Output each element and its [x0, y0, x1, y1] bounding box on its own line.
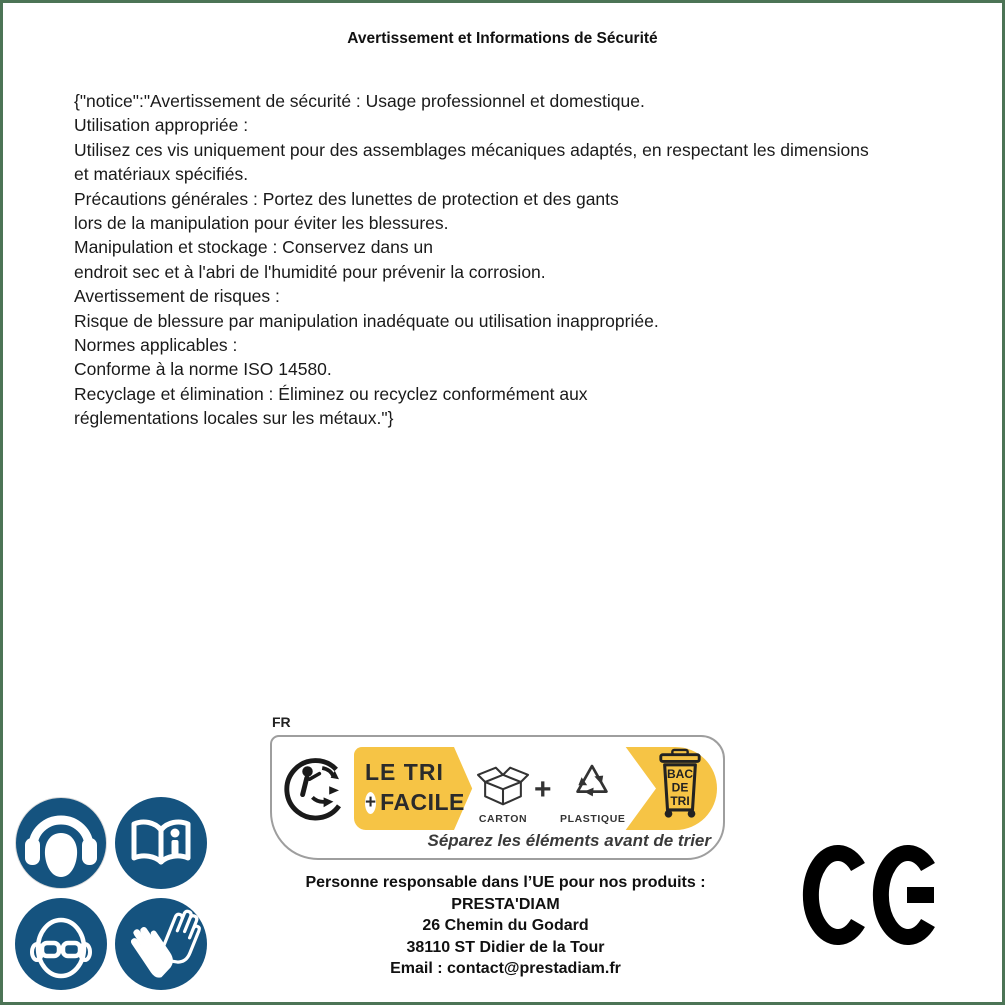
bin-label-line: BAC — [667, 767, 693, 782]
notice-line: Manipulation et stockage : Conservez dans un — [74, 237, 433, 258]
notice-line: réglementations locales sur les métaux."} — [74, 408, 394, 429]
info-tri-recycling-label — [270, 735, 725, 860]
materials-plus-sign: + — [534, 773, 552, 806]
responsible-address-line: 26 Chemin du Godard — [422, 917, 589, 934]
tri-footer-text: Séparez les éléments avant de trier — [427, 831, 711, 850]
notice-line: Avertissement de risques : — [74, 286, 280, 307]
notice-line: Risque de blessure par manipulation inadéquate ou utilisation inappropriée. — [74, 310, 659, 331]
notice-line: et matériaux spécifiés. — [74, 164, 249, 185]
notice-line: Conforme à la norme ISO 14580. — [74, 359, 332, 380]
notice-line: endroit sec et à l'abri de l'humidité pour prévenir la corrosion. — [74, 261, 546, 282]
recycle-triangle-icon — [568, 757, 616, 807]
tri-headline-line1: LE TRI — [365, 759, 444, 785]
tri-headline — [365, 759, 465, 816]
country-code-label: FR — [272, 714, 291, 730]
responsible-company: PRESTA'DIAM — [451, 895, 560, 913]
bin-label-line: TRI — [670, 794, 690, 809]
notice-line: lors de la manipulation pour éviter les blessures. — [74, 213, 449, 234]
bin-label-line: DE — [671, 780, 689, 795]
sorting-bin-icon — [656, 748, 704, 820]
notice-line: Utilisez ces vis uniquement pour des assemblages mécaniques adaptés, en respectant les dimensions — [74, 139, 869, 160]
responsible-address-line: 38110 ST Didier de la Tour — [406, 938, 605, 956]
triman-logo-icon — [283, 749, 353, 829]
responsible-email: Email : contact@prestadiam.fr — [390, 960, 621, 977]
notice-line: Précautions générales : Portez des lunettes de protection et des gants — [74, 188, 619, 209]
ce-marking-icon — [801, 845, 943, 945]
safety-notice-text — [74, 89, 989, 431]
material-plastique — [560, 757, 624, 825]
material-plastique-label: PLASTIQUE — [560, 813, 626, 825]
notice-line: Recyclage et élimination : Éliminez ou recyclez conformément aux — [74, 383, 588, 404]
notice-line: Normes applicables : — [74, 335, 238, 356]
notice-line: {"notice":"Avertissement de sécurité : Usage professionnel et domestique. — [74, 91, 645, 111]
responsible-line: Personne responsable dans l’UE pour nos produits : — [305, 874, 706, 891]
material-carton — [469, 757, 537, 825]
notice-line: Utilisation appropriée : — [74, 115, 249, 136]
cardboard-box-icon — [476, 757, 530, 807]
plus-circle-icon: + — [365, 791, 377, 813]
page-title: Avertissement et Informations de Sécurité — [347, 30, 658, 47]
material-carton-label: CARTON — [478, 813, 528, 825]
tri-headline-line2: FACILE — [380, 789, 465, 815]
